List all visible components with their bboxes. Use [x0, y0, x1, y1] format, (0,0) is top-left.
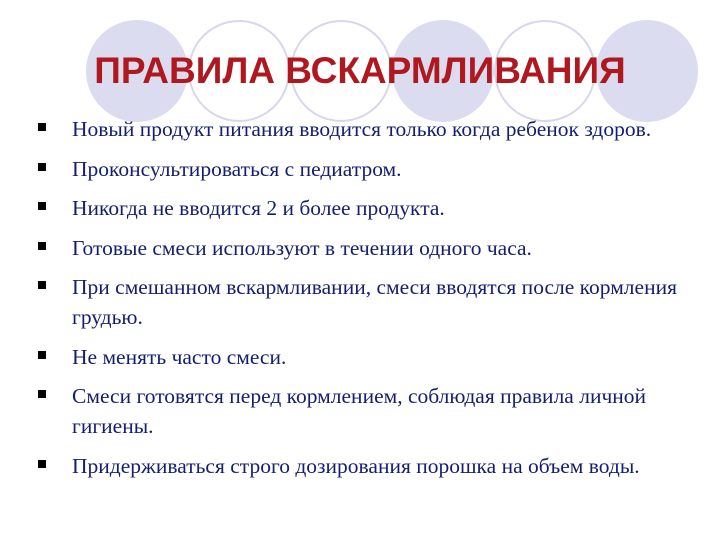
bullet-item [38, 451, 698, 481]
bullet-text: Готовые смеси используют в течении одного часа. [72, 235, 532, 260]
bullet-list [38, 114, 698, 490]
bullet-item [38, 272, 698, 332]
bullet-text: Придерживаться строго дозирования порошка на объем воды. [72, 453, 640, 478]
slide-title: ПРАВИЛА ВСКАРМЛИВАНИЯ [94, 50, 626, 91]
bullet-text: Проконсультироваться с педиатром. [72, 156, 402, 181]
bullet-text: Смеси готовятся перед кормлением, соблюдая правила личной гигиены. [72, 384, 647, 438]
bullet-item [38, 114, 698, 144]
square-bullet-icon [38, 202, 46, 210]
square-bullet-icon [38, 390, 46, 398]
square-bullet-icon [38, 281, 46, 289]
square-bullet-icon [38, 163, 46, 171]
bullet-item [38, 154, 698, 184]
square-bullet-icon [38, 123, 46, 131]
square-bullet-icon [38, 460, 46, 468]
bullet-item [38, 193, 698, 223]
square-bullet-icon [38, 351, 46, 359]
square-bullet-icon [38, 242, 46, 250]
bullet-item [38, 342, 698, 372]
bullet-text: Никогда не вводится 2 и более продукта. [72, 196, 445, 220]
bullet-text: При смешанном вскармливании, смеси вводятся после кормления грудью. [72, 275, 677, 329]
bullet-item [38, 233, 698, 263]
bullet-text: Новый продукт питания вводится только когда ребенок здоров. [72, 117, 652, 141]
bullet-item [38, 381, 698, 441]
bullet-text: Не менять часто смеси. [72, 344, 287, 369]
